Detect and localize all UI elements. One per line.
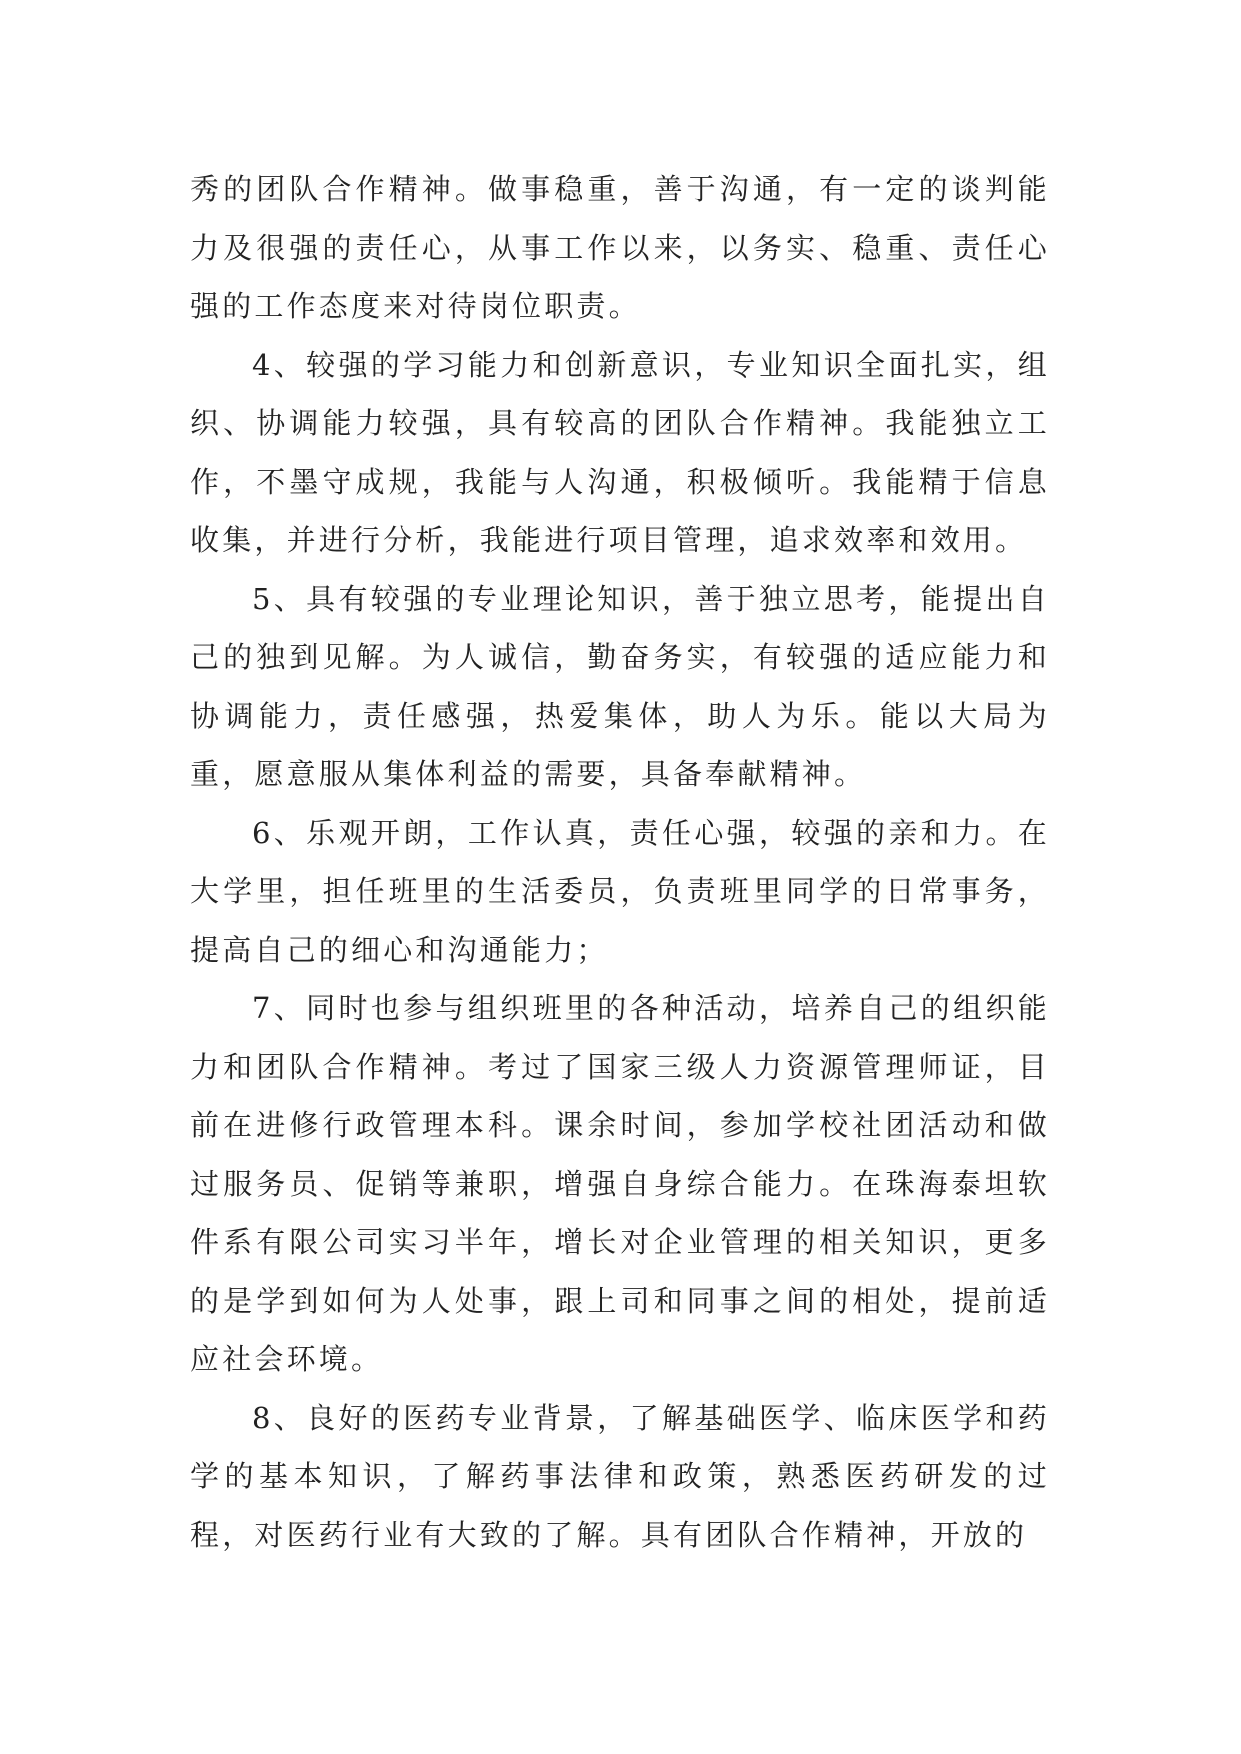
- paragraph-item-5: 5、具有较强的专业理论知识，善于独立思考，能提出自己的独到见解。为人诚信，勤奋务实，有较强的适应能力和协调能力，责任感强，热爱集体，助人为乐。能以大局为重，愿意服从集体利益的需要，具备奉献精神。: [190, 581, 1050, 791]
- document-body: [190, 160, 1050, 1564]
- paragraph-item-8: 8、良好的医药专业背景，了解基础医学、临床医学和药学的基本知识，了解药事法律和政策，熟悉医药研发的过程，对医药行业有大致的了解。具有团队合作精神，开放的: [190, 1400, 1050, 1552]
- paragraph-item-7: 7、同时也参与组织班里的各种活动，培养自己的组织能力和团队合作精神。考过了国家三级人力资源管理师证，目前在进修行政管理本科。课余时间，参加学校社团活动和做过服务员、促销等兼职，增强自身综合能力。在珠海泰坦软件系有限公司实习半年，增长对企业管理的相关知识，更多的是学到如何为人处事，跟上司和同事之间的相处，提前适应社会环境。: [190, 991, 1050, 1376]
- paragraph-item-6: 6、乐观开朗，工作认真，责任心强，较强的亲和力。在大学里，担任班里的生活委员，负责班里同学的日常事务，提高自己的细心和沟通能力；: [190, 815, 1050, 967]
- paragraph-item-4: 4、较强的学习能力和创新意识，专业知识全面扎实，组织、协调能力较强，具有较高的团队合作精神。我能独立工作，不墨守成规，我能与人沟通，积极倾听。我能精于信息收集，并进行分析，我能进行项目管理，追求效率和效用。: [190, 347, 1050, 557]
- paragraph-continued: 秀的团队合作精神。做事稳重，善于沟通，有一定的谈判能力及很强的责任心，从事工作以来，以务实、稳重、责任心强的工作态度来对待岗位职责。: [190, 172, 1050, 323]
